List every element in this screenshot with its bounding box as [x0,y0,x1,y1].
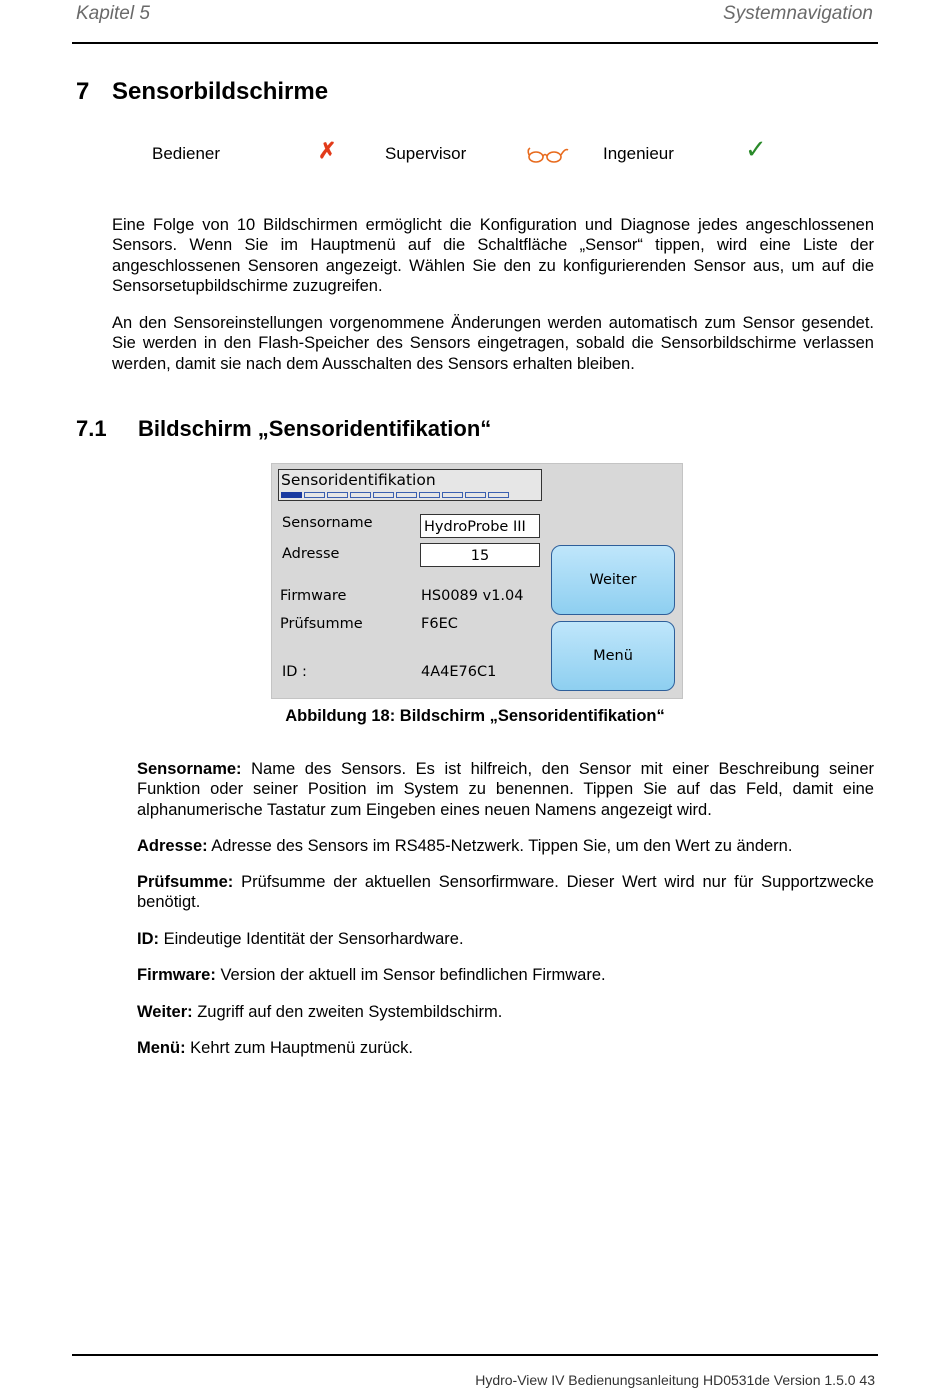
definition-text: Name des Sensors. Es ist hilfreich, den Sensor mit einer Beschreibung seiner Funktion oder seiner Position im System zu benennen. Tippen Sie auf das Feld, damit eine alphanumerische Tastatur zum Eingeben eines neuen Namens angezeigt wird. [137,760,874,819]
definition-text: Version der aktuell im Sensor befindlichen Firmware. [215,966,606,984]
definition-firmware [137,965,874,985]
pruefsumme-value: F6EC [421,616,458,632]
subsection-title: Bildschirm „Sensoridentifikation“ [138,416,492,441]
definition-term: Weiter: [137,1003,193,1021]
definition-text: Prüfsumme der aktuellen Sensorfirmware. Dieser Wert wird nur für Supportzwecke benötigt. [137,873,874,912]
section-title: Sensorbildschirme [112,78,329,105]
role-label-ingenieur: Ingenieur [603,144,674,163]
definition-weiter [137,1002,874,1022]
definition-pruefsumme [137,872,874,913]
definition-id [137,929,874,949]
adresse-label: Adresse [282,546,340,562]
id-value: 4A4E76C1 [421,664,497,680]
definition-term: Sensorname: [137,760,242,778]
progress-segment [465,492,486,498]
weiter-button[interactable]: Weiter [551,545,675,615]
definition-term: ID: [137,930,159,948]
progress-segment [396,492,417,498]
definition-menu [137,1038,874,1058]
progress-segment [281,492,302,498]
adresse-field[interactable]: 15 [420,543,540,567]
definition-text: Adresse des Sensors im RS485-Netzwerk. Tippen Sie, um den Wert zu ändern. [207,837,793,855]
screen-progress-bar [281,492,509,497]
firmware-label: Firmware [280,588,347,604]
progress-segment [419,492,440,498]
definition-text: Kehrt zum Hauptmenü zurück. [185,1039,414,1057]
footer-text: Hydro-View IV Bedienungsanleitung HD0531de Version 1.5.0 43 [475,1372,875,1388]
flash-paragraph: An den Sensoreinstellungen vorgenommene Änderungen werden automatisch zum Sensor gesendet. Sie werden in den Flash-Speicher des Sensors eingetragen, sobald die Sensorbildschirme verlassen werden, damit sie nach dem Ausschalten des Sensors erhalten bleiben. [112,314,874,373]
sensor-identification-screen [271,463,683,699]
definition-text: Eindeutige Identität der Sensorhardware. [159,930,464,948]
header-section: Systemnavigation [723,3,873,24]
sensorname-label: Sensorname [282,515,373,531]
subsection-number: 7.1 [76,416,107,441]
header-chapter: Kapitel 5 [76,3,150,24]
check-icon: ✓ [745,134,767,164]
sensorname-field[interactable]: HydroProbe III [420,514,540,538]
definition-sensorname [137,759,874,820]
role-label-supervisor: Supervisor [385,144,467,163]
progress-segment [488,492,509,498]
section-number: 7 [76,78,90,105]
definition-term: Menü: [137,1039,186,1057]
figure-caption: Abbildung 18: Bildschirm „Sensoridentifikation“ [285,707,665,725]
progress-segment [442,492,463,498]
pruefsumme-label: Prüfsumme [280,616,363,632]
role-label-bediener: Bediener [152,144,221,163]
definition-term: Prüfsumme: [137,873,234,891]
progress-segment [304,492,325,498]
cross-icon: ✗ [318,138,337,163]
glasses-icon [526,144,570,166]
progress-segment [327,492,348,498]
footer-rule [72,1354,878,1356]
definition-term: Adresse: [137,837,208,855]
definition-text: Zugriff auf den zweiten Systembildschirm. [192,1003,503,1021]
definition-term: Firmware: [137,966,216,984]
menu-button[interactable]: Menü [551,621,675,691]
progress-segment [350,492,371,498]
progress-segment [373,492,394,498]
intro-paragraph: Eine Folge von 10 Bildschirmen ermöglicht die Konfiguration und Diagnose jedes angeschlossenen Sensors. Wenn Sie im Hauptmenü auf die Schaltfläche „Sensor“ tippen, wird eine Liste der angeschlossenen Sensoren angezeigt. Wählen Sie den zu konfigurierenden Sensor aus, um auf die Sensorsetupbildschirme zuzugreifen. [112,216,874,295]
header-rule [72,42,878,44]
screen-title-bar [278,469,542,501]
firmware-value: HS0089 v1.04 [421,588,524,604]
id-label: ID : [282,664,307,680]
definition-adresse [137,836,874,856]
screen-title: Sensoridentifikation [281,471,436,489]
